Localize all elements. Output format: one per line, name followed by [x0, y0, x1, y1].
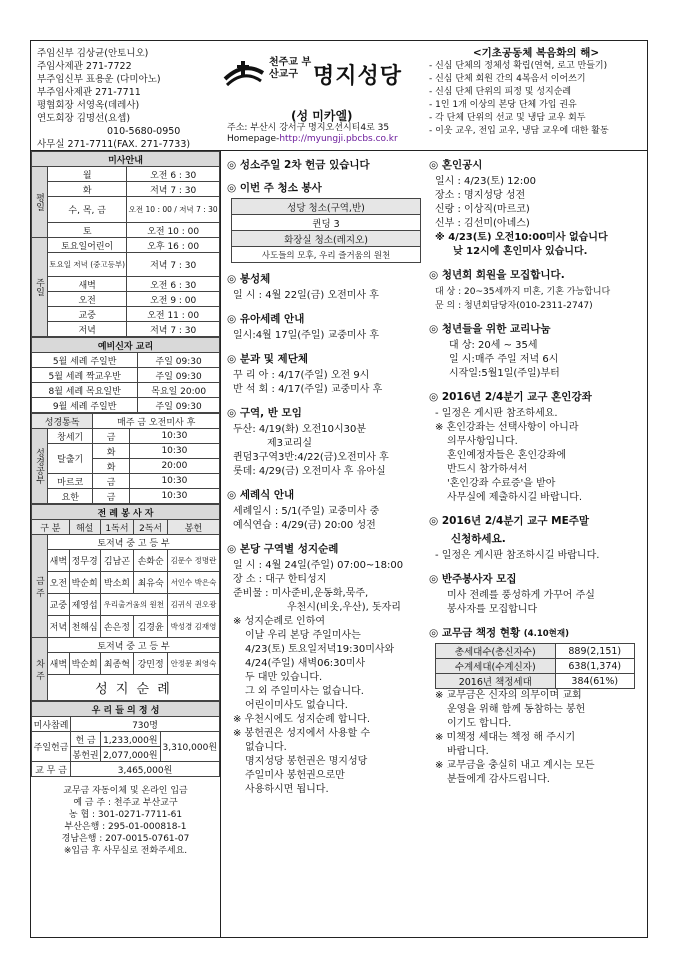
mass-time: 저녁 7 : 30 [127, 253, 220, 277]
marriage-course-line: ※ 혼인강좌는 선택사항이 아니라 [435, 422, 579, 433]
offering-total: 3,310,000원 [160, 732, 219, 762]
pilgrimage-line: ※ 성지순례로 인하여 [233, 616, 326, 627]
staff-line: 주임사제관 271-7722 [37, 61, 132, 72]
staff-line: 부주임사제관 271-7711 [37, 87, 141, 98]
offering-label: 교 무 금 [32, 762, 71, 777]
staff-line: 연도회장 김명선(요셉) [37, 113, 131, 124]
mass-time: 오전 10 : 00 / 저녁 7 : 30 [127, 197, 220, 223]
mass-day: 수, 목, 금 [48, 197, 127, 223]
accompanist-title: ◎ 반주봉사자 모집 [429, 573, 517, 585]
bible-day: 금 [93, 429, 129, 444]
pilgrimage-line: 두 대만 있습니다. [245, 672, 323, 683]
offering-value: 730명 [71, 717, 220, 732]
bible-day: 금 [93, 474, 129, 489]
marriage-course-line: 반드시 참가하셔서 [447, 464, 528, 475]
dues-value: 638(1,374) [555, 659, 634, 674]
district-line: 제3교리실 [267, 438, 313, 449]
marriage-course-line: '혼인강좌 수료증'을 받아 [447, 478, 556, 489]
mass-time: 오전 6 : 30 [127, 167, 220, 182]
marriage-course-line: - 일정은 게시판 참조하세요. [435, 408, 558, 419]
bank-info [31, 777, 220, 857]
diocese-name: 천주교 부산교구 [269, 57, 312, 80]
pilgrimage-note: 성 지 순 례 [48, 675, 220, 701]
sunday-label: 주일 [32, 238, 48, 337]
next-week-label: 차 주 [32, 638, 48, 701]
offering-value: 3,465,000원 [71, 762, 220, 777]
wedding-line: 장소 : 명지성당 성전 [435, 190, 526, 201]
address: 주소: 부산시 강서구 명지오션시티4로 35 [227, 123, 390, 133]
server-name: 박순희 [69, 653, 100, 675]
bible-reading-time: 매주 금 오전미사 후 [93, 414, 220, 429]
youth-catechism-title: ◎ 청년들을 위한 교리나눔 [429, 323, 551, 335]
pilgrimage-title: ◎ 본당 구역별 성지순례 [227, 543, 339, 555]
cleaning-table [231, 198, 421, 263]
pilgrimage-line: 일 시 : 4월 24일(주일) 07:00~18:00 [233, 560, 404, 571]
communion-line: 일 시 : 4월 22일(금) 오전미사 후 [233, 290, 379, 301]
mass-time: 저녁 7 : 30 [127, 322, 220, 337]
bank-line: 예 금 주 : 천주교 부산교구 [73, 798, 178, 808]
server-name: 최종혁 [100, 653, 134, 675]
mass-day: 저녁 [48, 322, 127, 337]
bank-line: 농 협 : 301-0271-7711-61 [68, 810, 183, 820]
address-block [227, 123, 398, 145]
motto-box [429, 47, 643, 138]
motto-title: <기초공동체 복음화의 해> [472, 47, 600, 59]
baptism-title: ◎ 세례식 안내 [227, 489, 295, 501]
mass-time: 오전 10 : 00 [127, 223, 220, 238]
server-name: 손은정 [100, 616, 134, 638]
server-name: 정무경 [69, 550, 100, 572]
youth-catechism-line: 대 상: 20세 ~ 35세 [449, 340, 538, 351]
catechism-class: 5월 세례 짝교우반 [32, 368, 138, 383]
dues-key: 수계세대(수계신자) [436, 659, 556, 674]
vocation-title: ◎ 성소주일 2차 헌금 있습니다 [227, 159, 370, 171]
pilgrimage-line: 4/23(토) 토요일저녁19:30미사와 [245, 644, 395, 655]
me-weekend-subtitle: 신청하세요. [451, 533, 506, 545]
mass-time: 오전 6 : 30 [127, 277, 220, 292]
server-name: 강민정 [134, 653, 168, 675]
header [31, 41, 647, 151]
wedding-note: ※ 4/23(토) 오전10:00미사 없습니다 [435, 232, 608, 243]
catechism-class: 8월 세례 목요일반 [32, 383, 138, 398]
server-name: 박소희 [100, 572, 134, 594]
wedding-note: 낮 12시에 혼인미사 있습니다. [453, 246, 588, 257]
dues-value: 384(61%) [555, 674, 634, 689]
pilgrimage-line: ※ 우천시에도 성지순례 합니다. [233, 714, 371, 725]
offering-sub: 헌 금 [71, 732, 101, 747]
server-slot: 새벽 [48, 550, 70, 572]
bank-line: 부산은행 : 295-01-000818-1 [64, 822, 187, 832]
right-column [429, 157, 643, 795]
this-week-label: 금 주 [32, 535, 48, 638]
cleaning-cell: 퀸딩 3 [232, 215, 421, 231]
dues-title: ◎ 교무금 책정 현황 [429, 627, 521, 639]
motto-item: - 신심 단체의 정체성 확립(연혁, 로고 만들기) [429, 61, 608, 71]
infant-baptism-title: ◎ 유아세례 안내 [227, 313, 305, 325]
server-name: 우리출거움의 원천 [100, 594, 167, 616]
mass-time: 저녁 7 : 30 [127, 182, 220, 197]
groups-title: ◎ 분과 및 제단체 [227, 353, 308, 365]
mass-time: 오후 16 : 00 [127, 238, 220, 253]
server-name: 박성경 김재영 [168, 616, 220, 638]
patron-saint: (성 미카엘) [291, 109, 353, 123]
wedding-line: 신부 : 김선미(아녜스) [435, 218, 530, 229]
servers-group: 토저녁 중 고 등 부 [48, 638, 220, 653]
server-name: 김경윤 [134, 616, 168, 638]
mass-day: 토요일어린이 [48, 238, 127, 253]
marriage-course-line: 사무실에 제출하시길 바랍니다. [447, 492, 583, 503]
bank-line: 교무금 자동이체 및 온라인 입금 [63, 786, 188, 796]
catechism-class: 5월 세례 주일반 [32, 353, 138, 368]
dues-key: 총세대수(총신자수) [436, 644, 556, 659]
mass-day: 오전 [48, 292, 127, 307]
bible-reading-label: 성경통독 [32, 414, 93, 429]
district-line: 롯데: 4/29(금) 오전미사 후 유아실 [233, 466, 386, 477]
dues-line: ※ 미책정 세대는 책정 해 주시기 [435, 732, 576, 743]
bible-day: 화 [93, 459, 129, 474]
catechism-time: 주일 09:30 [138, 398, 220, 413]
district-meeting-title: ◎ 구역, 반 모임 [227, 407, 302, 419]
dues-value: 889(2,151) [555, 644, 634, 659]
dues-line: ※ 교무금을 충실히 내고 계시는 모든 [435, 760, 595, 771]
server-name: 김귀식 권오광 [168, 594, 220, 616]
groups-line: 반 석 회 : 4/17(주일) 교중미사 후 [233, 384, 383, 395]
baptism-line: 예식연습 : 4/29(금) 20:00 성전 [233, 520, 376, 531]
pilgrimage-line: 어린이미사도 없습니다. [245, 700, 348, 711]
server-name: 제영섭 [69, 594, 100, 616]
pilgrimage-line: 명지성당 봉헌권은 명지성당 [245, 756, 368, 767]
homepage-link[interactable]: http://myungji.pbcbs.co.kr [279, 134, 398, 144]
district-line: 퀸덤3구역3반:4/22(금)오전미사 후 [233, 452, 389, 463]
server-name: 최유숙 [134, 572, 168, 594]
motto-item: - 1인 1개 이상의 본당 단체 가입 권유 [429, 100, 577, 110]
pilgrimage-line: 이날 우리 본당 주일미사는 [245, 630, 361, 641]
youth-catechism-line: 일 시:매주 주일 저녁 6시 [449, 354, 559, 365]
dues-line: 바랍니다. [447, 746, 489, 757]
bank-line: 경남은행 : 207-0015-0761-07 [61, 834, 190, 844]
mass-day: 토요일 저녁 (중고등부) [48, 253, 127, 277]
dues-line: ※ 교무금은 신자의 의무이며 교회 [435, 690, 582, 701]
mass-schedule-table [31, 151, 220, 337]
pilgrimage-line: 우천시(비옷,우산), 돗자리 [287, 602, 401, 613]
youth-recruit-line: 문 의 : 청년회담당자(010-2311-2747) [435, 301, 593, 311]
offering-label: 주일헌금 [32, 732, 71, 762]
accompanist-line: 미사 전례를 풍성하게 가꾸어 주실 [447, 590, 595, 601]
catechism-class: 9월 세례 주일반 [32, 398, 138, 413]
server-slot: 저녁 [48, 616, 70, 638]
church-logo-icon [221, 59, 267, 89]
weekday-label: 평일 [32, 167, 48, 238]
dues-line: 분들에게 감사드립니다. [447, 774, 550, 785]
offering-title: 우 리 들 의 정 성 [32, 702, 220, 717]
dues-line: 운영을 위해 함께 동참하는 봉헌 [447, 704, 586, 715]
pilgrimage-line: ※ 봉헌권은 성지에서 사용할 수 [233, 728, 371, 739]
bible-book: 탈출기 [48, 444, 93, 474]
catechism-time: 주일 09:30 [138, 368, 220, 383]
server-name: 손화순 [134, 550, 168, 572]
offering-sub: 봉헌권 [71, 747, 101, 762]
mass-time: 오전 9 : 00 [127, 292, 220, 307]
motto-item: - 신심 단체 회원 간의 4복음서 이어쓰기 [429, 74, 586, 84]
staff-line: 사무실 271-7711(FAX. 271-7733) [37, 139, 191, 150]
offering-table [31, 701, 220, 777]
baptism-line: 세례일시 : 5/1(주일) 교중미사 중 [233, 506, 380, 517]
server-slot: 교중 [48, 594, 70, 616]
servers-head: 1독서 [100, 520, 134, 535]
servers-title: 전 례 봉 사 자 [32, 505, 220, 520]
offering-value: 2,077,000원 [101, 747, 160, 762]
homepage-label: Homepage- [227, 134, 280, 144]
pilgrimage-line: 없습니다. [245, 742, 287, 753]
staff-line: 주임신부 김상균(안토니오) [37, 48, 149, 59]
parish-name: 명지성당 [313, 64, 403, 89]
wedding-line: 신랑 : 이상직(마르코) [435, 204, 530, 215]
marriage-course-line: 의무사항입니다. [447, 436, 518, 447]
youth-recruit-line: 대 상 : 20~35세까지 미혼, 기혼 가능합니다 [435, 287, 611, 297]
bank-line: ※입금 후 사무실로 전화주세요. [63, 846, 188, 856]
bible-book: 마르코 [48, 474, 93, 489]
servers-head: 봉헌 [168, 520, 220, 535]
youth-recruit-title: ◎ 청년회 회원을 모집합니다. [429, 269, 565, 281]
server-name: 김남곤 [100, 550, 134, 572]
dues-date: (4.10현재) [523, 629, 569, 639]
cleaning-title: ◎ 이번 주 청소 봉사 [227, 182, 322, 194]
bible-time: 10:30 [129, 429, 219, 444]
server-slot: 새벽 [48, 653, 70, 675]
catechism-time: 주일 09:30 [138, 353, 220, 368]
middle-column [227, 157, 425, 805]
cleaning-cell: 성당 청소(구역,반) [232, 199, 421, 215]
district-line: 두산: 4/19(화) 오전10시30분 [233, 424, 367, 435]
servers-head: 해설 [69, 520, 100, 535]
bible-day: 금 [93, 489, 129, 504]
servers-head: 2독서 [134, 520, 168, 535]
motto-item: - 이웃 교우, 전입 교우, 냉담 교우에 대한 활동 [429, 126, 609, 136]
servers-group: 토저녁 중 고 등 부 [48, 535, 220, 550]
mass-day: 월 [48, 167, 127, 182]
groups-line: 꾸 리 아 : 4/17(주일) 오전 9시 [233, 370, 370, 381]
server-name: 김문수 정명란 [168, 550, 220, 572]
communion-title: ◎ 봉성체 [227, 273, 271, 285]
bible-time: 20:00 [129, 459, 219, 474]
wedding-line: 일시 : 4/23(토) 12:00 [435, 176, 536, 187]
wedding-title: ◎ 혼인공시 [429, 159, 483, 171]
me-weekend-line: - 일정은 게시판 참조하시길 바랍니다. [435, 550, 600, 561]
mass-day: 토 [48, 223, 127, 238]
mass-title: 미사안내 [32, 152, 220, 167]
server-name: 안정문 최영숙 [168, 653, 220, 675]
parish-logo [221, 53, 421, 103]
offering-label: 미사참례 [32, 717, 71, 732]
mass-day: 화 [48, 182, 127, 197]
bible-time: 10:30 [129, 444, 219, 459]
staff-list [37, 47, 215, 151]
catechism-table [31, 337, 220, 413]
bible-time: 10:30 [129, 474, 219, 489]
bible-time: 10:30 [129, 489, 219, 504]
dues-table [435, 643, 635, 689]
staff-line: 평협회장 서영옥(데레사) [37, 100, 140, 111]
bible-study-label: 성경공부 [32, 429, 48, 504]
servers-head: 구 분 [32, 520, 70, 535]
accompanist-line: 봉사자를 모집합니다 [447, 604, 538, 615]
bible-study-table [31, 413, 220, 504]
pilgrimage-line: 주일미사 봉헌권으로만 [245, 770, 345, 781]
server-slot: 오전 [48, 572, 70, 594]
mass-day: 교중 [48, 307, 127, 322]
server-name: 천해심 [69, 616, 100, 638]
me-weekend-title: ◎ 2016년 2/4분기 교구 ME주말 [429, 515, 590, 527]
pilgrimage-line: 장 소 : 대구 한티성지 [233, 574, 327, 585]
catechism-title: 예비신자 교리 [32, 338, 220, 353]
cleaning-cell: 화장실 청소(레지오) [232, 231, 421, 247]
pilgrimage-line: 그 외 주일미사는 없습니다. [245, 686, 364, 697]
server-name: 박순희 [69, 572, 100, 594]
pilgrimage-line: 사용하시면 됩니다. [245, 784, 329, 795]
server-name: 서인수 박은숙 [168, 572, 220, 594]
staff-line: 010-5680-0950 [107, 126, 181, 137]
youth-catechism-line: 시작일:5월1일(주일)부터 [449, 368, 560, 379]
offering-value: 1,233,000원 [101, 732, 160, 747]
infant-baptism-line: 일시:4월 17일(주일) 교중미사 후 [233, 330, 380, 341]
dues-key: 2016년 책정세대 [436, 674, 556, 689]
staff-line: 부주임신부 표용운 (다미아노) [37, 74, 161, 85]
cleaning-cell: 사도들의 모후, 우리 즐거움의 원천 [232, 247, 421, 263]
mass-time: 오전 11 : 00 [127, 307, 220, 322]
bulletin-page [30, 40, 648, 938]
marriage-course-title: ◎ 2016년 2/4분기 교구 혼인강좌 [429, 391, 592, 403]
catechism-time: 목요일 20:00 [138, 383, 220, 398]
bible-book: 창세기 [48, 429, 93, 444]
bible-day: 화 [93, 444, 129, 459]
motto-item: - 각 단체 단위의 선교 및 냉담 교우 회두 [429, 113, 586, 123]
pilgrimage-line: 4/24(주일) 새벽06:30미사 [245, 658, 366, 669]
motto-item: - 신심 단체 단위의 피정 및 성지순례 [429, 87, 572, 97]
pilgrimage-line: 준비물 : 미사준비,운동화,묵주, [233, 588, 369, 599]
marriage-course-line: 혼인예정자들은 혼인강좌에 [447, 450, 567, 461]
dues-line: 이기도 합니다. [447, 718, 512, 729]
mass-day: 새벽 [48, 277, 127, 292]
liturgy-servers-table [31, 504, 220, 701]
bible-book: 요한 [48, 489, 93, 504]
left-column [31, 151, 221, 937]
